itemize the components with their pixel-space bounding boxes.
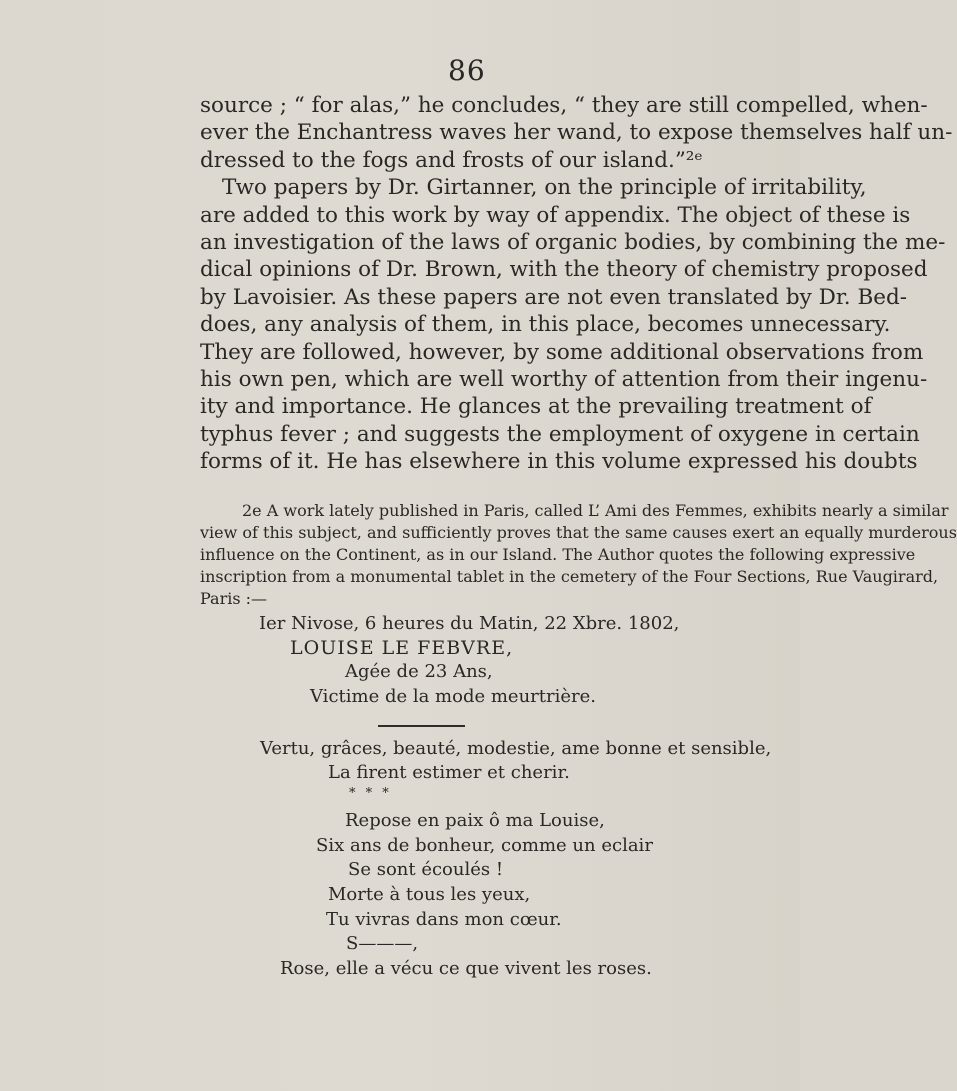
body-line: They are followed, however, by some additional observations from [200, 339, 924, 365]
epitaph-verse: Se sont écoulés ! [348, 859, 504, 880]
epitaph-name: LOUISE LE FEBVRE, [290, 637, 514, 659]
epitaph-signature: S———, [346, 933, 419, 954]
body-line: dical opinions of Dr. Brown, with the theory of chemistry proposed [200, 257, 928, 283]
footnote [200, 500, 957, 610]
body-line: his own pen, which are well worthy of attention from their ingenu- [200, 367, 928, 393]
epitaph-verse: La firent estimer et cherir. [328, 762, 570, 783]
epitaph-victim: Victime de la mode meurtrière. [310, 686, 597, 707]
page-number: 86 [448, 54, 486, 87]
epitaph-verse: Vertu, grâces, beauté, modestie, ame bonne et sensible, [260, 738, 772, 759]
body-line: ever the Enchantress waves her wand, to expose themselves half un- [200, 120, 953, 146]
footnote-line: inscription from a monumental tablet in the cemetery of the Four Sections, Rue Vaugirard, [200, 567, 939, 586]
epitaph-verse: Repose en paix ô ma Louise, [345, 810, 605, 831]
body-line: does, any analysis of them, in this place, becomes unnecessary. [200, 312, 891, 338]
body-line: are added to this work by way of appendix. The object of these is [200, 202, 911, 228]
epitaph-verse: Rose, elle a vécu ce que vivent les roses. [280, 958, 652, 979]
body-line: source ; “ for alas,” he concludes, “ they are still compelled, when- [200, 93, 928, 118]
epitaph-verse: Morte à tous les yeux, [328, 884, 531, 905]
body-line: an investigation of the laws of organic bodies, by combining the me- [200, 230, 946, 256]
body-line: Two papers by Dr. Girtanner, on the principle of irritability, [222, 175, 867, 201]
divider-rule [378, 725, 465, 727]
epitaph-verse: Tu vivras dans mon cœur. [326, 909, 562, 930]
body-line: forms of it. He has elsewhere in this volume expressed his doubts [200, 449, 918, 475]
footnote-line: 2e A work lately published in Paris, called L’ Ami des Femmes, exhibits nearly a similar [242, 501, 949, 520]
stars-ornament: * * * [349, 786, 392, 801]
epitaph-date: Ier Nivose, 6 heures du Matin, 22 Xbre. 1802, [259, 613, 680, 634]
footnote-line: Paris :— [200, 589, 268, 608]
body-line: dressed to the fogs and frosts of our island.”²ᵉ [200, 147, 703, 173]
main-body-text [200, 92, 953, 476]
footnote-line: influence on the Continent, as in our Island. The Author quotes the following expressive [200, 545, 916, 564]
body-line: typhus fever ; and suggests the employment of oxygene in certain [200, 421, 920, 447]
body-line: by Lavoisier. As these papers are not even translated by Dr. Bed- [200, 284, 908, 310]
epitaph-age: Agée de 23 Ans, [345, 661, 493, 682]
body-line: ity and importance. He glances at the prevailing treatment of [200, 394, 872, 420]
epitaph-verse: Six ans de bonheur, comme un eclair [316, 835, 653, 856]
footnote-line: view of this subject, and sufficiently proves that the same causes exert an equally murderous [200, 523, 957, 542]
